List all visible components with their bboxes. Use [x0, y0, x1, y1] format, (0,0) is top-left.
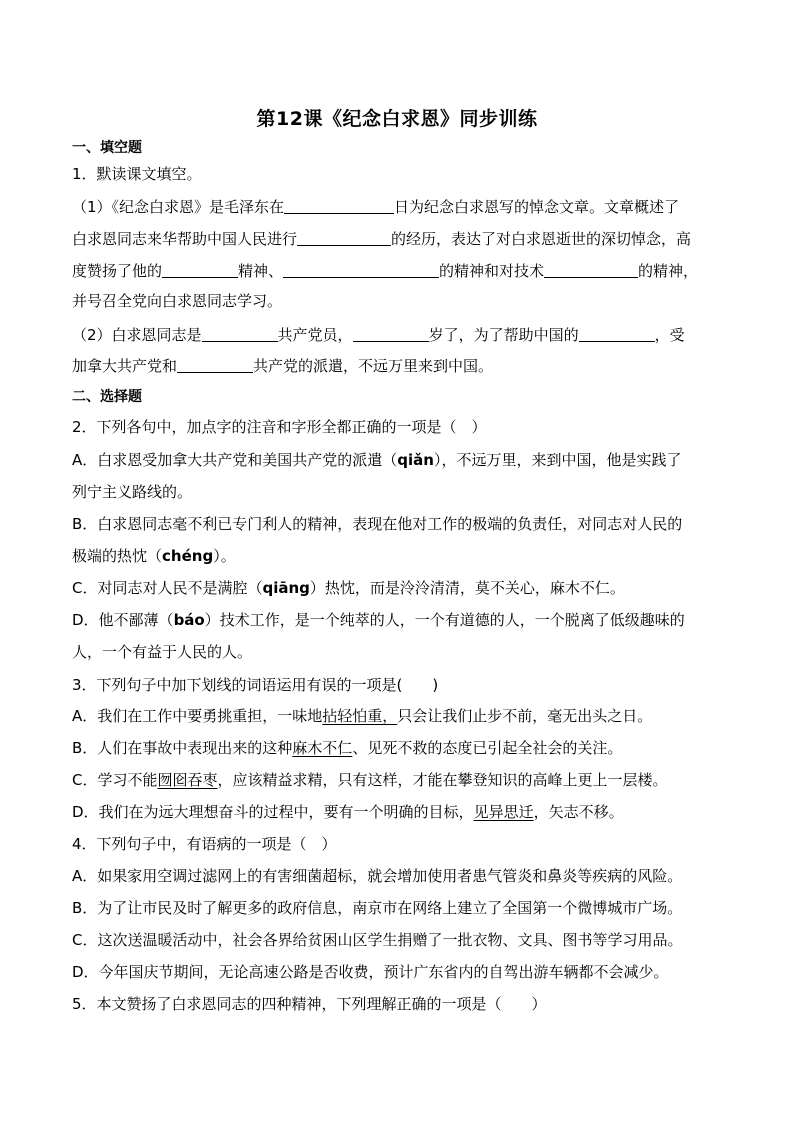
- answer-blank[interactable]: [579, 325, 655, 342]
- question-2-option-b-line-2: [72, 545, 236, 567]
- text-segment: D．他不鄙薄（: [72, 611, 174, 629]
- question-4-option-a: A．如果家用空调过滤网上的有害细菌超标，就会增加使用者患气管炎和鼻炎等疾病的风险。: [72, 867, 683, 885]
- question-3-option-a: [72, 705, 652, 727]
- question-1-part-1-line-3: [72, 260, 698, 282]
- text-segment: A．我们在工作中要勇挑重担，一味地: [72, 707, 323, 725]
- text-segment: 极端的热忱（: [72, 547, 163, 565]
- pinyin: qiāng: [262, 579, 310, 597]
- page-title: 第12课《纪念白求恩》同步训练: [256, 108, 538, 130]
- answer-blank[interactable]: [544, 261, 638, 278]
- text-segment: 白求恩同志来华帮助中国人民进行: [72, 230, 298, 248]
- text-segment: 的精神和对技术: [439, 262, 545, 280]
- text-segment: 的精神，: [638, 262, 699, 280]
- text-segment: ，受: [654, 326, 685, 344]
- question-2-stem: 2．下列各句中，加点字的注音和字形全都正确的一项是（ ）: [72, 418, 487, 436]
- underlined-phrase: 麻木不仁: [292, 739, 353, 757]
- question-4-option-b: B．为了让市民及时了解更多的政府信息，南京市在网络上建立了全国第一个微博城市广场。: [72, 899, 683, 917]
- question-3-stem: 3．下列句子中加下划线的词语运用有误的一项是( ): [72, 676, 439, 694]
- text-segment: ）热忱，而是泠泠清清，莫不关心，麻木不仁。: [309, 579, 625, 597]
- section-heading-fill-in: 一、填空题: [72, 140, 142, 156]
- text-segment: C．学习不能: [72, 771, 158, 789]
- pinyin: qiǎn: [397, 451, 434, 469]
- answer-blank[interactable]: [177, 356, 253, 373]
- pinyin: báo: [173, 611, 205, 629]
- question-1-part-1-line-4: 并号召全党向白求恩同志学习。: [72, 292, 283, 310]
- question-3-option-d: [72, 801, 624, 823]
- text-segment: 度赞扬了他的: [72, 262, 163, 280]
- text-segment: 精神、: [238, 262, 284, 280]
- text-segment: C．对同志对人民不是满腔（: [72, 579, 263, 597]
- question-2-option-d-line-2: 人，一个有益于人民的人。: [72, 643, 253, 661]
- text-segment: 、见死不救的态度已引起全社会的关注。: [352, 739, 623, 757]
- question-1-part-1-line-2: [72, 228, 691, 250]
- underlined-phrase: 拈轻怕重，: [322, 707, 398, 725]
- question-2-option-a-line-1: [72, 449, 681, 471]
- text-segment: 共产党员，: [277, 326, 353, 344]
- text-segment: 岁了，为了帮助中国的: [428, 326, 579, 344]
- text-segment: B．人们在事故中表现出来的这种: [72, 739, 293, 757]
- answer-blank[interactable]: [284, 197, 394, 214]
- question-2-option-d-line-1: [72, 609, 685, 631]
- question-4-option-d: D．今年国庆节期间，无论高速公路是否收费，预计广东省内的自驾出游车辆都不会减少。: [72, 963, 669, 981]
- text-segment: ），不远万里，来到中国，他是实践了: [433, 451, 682, 469]
- text-segment: 只会让我们止步不前，毫无出头之日。: [397, 707, 653, 725]
- question-1-stem: 1．默读课文填空。: [72, 165, 202, 183]
- text-segment: （2）白求恩同志是: [72, 326, 202, 344]
- section-heading-multiple-choice: 二、选择题: [72, 389, 142, 405]
- question-1-part-2-line-2: [72, 355, 493, 377]
- text-segment: A．白求恩受加拿大共产党和美国共产党的派遣（: [72, 451, 398, 469]
- text-segment: 共产党的派遣，不远万里来到中国。: [253, 357, 494, 375]
- question-3-option-c: [72, 769, 668, 791]
- answer-blank[interactable]: [202, 325, 278, 342]
- pinyin: chéng: [162, 547, 214, 565]
- answer-blank[interactable]: [162, 261, 238, 278]
- question-4-option-c: C．这次送温暖活动中，社会各界给贫困山区学生捐赠了一批衣物、文具、图书等学习用品。: [72, 931, 683, 949]
- underlined-phrase: 囫囵吞枣: [157, 771, 218, 789]
- text-segment: （1）《纪念白求恩》是毛泽东在: [72, 198, 285, 216]
- question-1-part-1-line-1: [72, 196, 679, 218]
- text-segment: ）技术工作，是一个纯萃的人，一个有道德的人，一个脱离了低级趣味的: [204, 611, 685, 629]
- question-1-part-2-line-1: [72, 324, 685, 346]
- text-segment: ）。: [213, 547, 236, 565]
- question-2-option-c: [72, 577, 625, 599]
- text-segment: D．我们在为远大理想奋斗的过程中，要有一个明确的目标，: [72, 803, 474, 821]
- question-5-stem: 5．本文赞扬了白求恩同志的四种精神，下列理解正确的一项是（ ）: [72, 995, 547, 1013]
- answer-blank[interactable]: [283, 261, 439, 278]
- answer-blank[interactable]: [297, 229, 391, 246]
- question-2-option-b-line-1: B．白求恩同志毫不利已专门利人的精神，表现在他对工作的极端的负责任，对同志对人民的: [72, 515, 683, 533]
- question-3-option-b: [72, 737, 622, 759]
- question-4-stem: 4．下列句子中，有语病的一项是（ ）: [72, 835, 337, 853]
- text-segment: ，矢志不移。: [533, 803, 624, 821]
- text-segment: 日为纪念白求恩写的悼念文章。文章概述了: [394, 198, 680, 216]
- underlined-phrase: 见异思迁: [473, 803, 534, 821]
- question-2-option-a-line-2: 列宁主义路线的。: [72, 483, 193, 501]
- text-segment: ，应该精益求精，只有这样，才能在攀登知识的高峰上更上一层楼。: [217, 771, 668, 789]
- text-segment: 的经历，表达了对白求恩逝世的深切悼念，高: [391, 230, 692, 248]
- answer-blank[interactable]: [353, 325, 429, 342]
- text-segment: 加拿大共产党和: [72, 357, 178, 375]
